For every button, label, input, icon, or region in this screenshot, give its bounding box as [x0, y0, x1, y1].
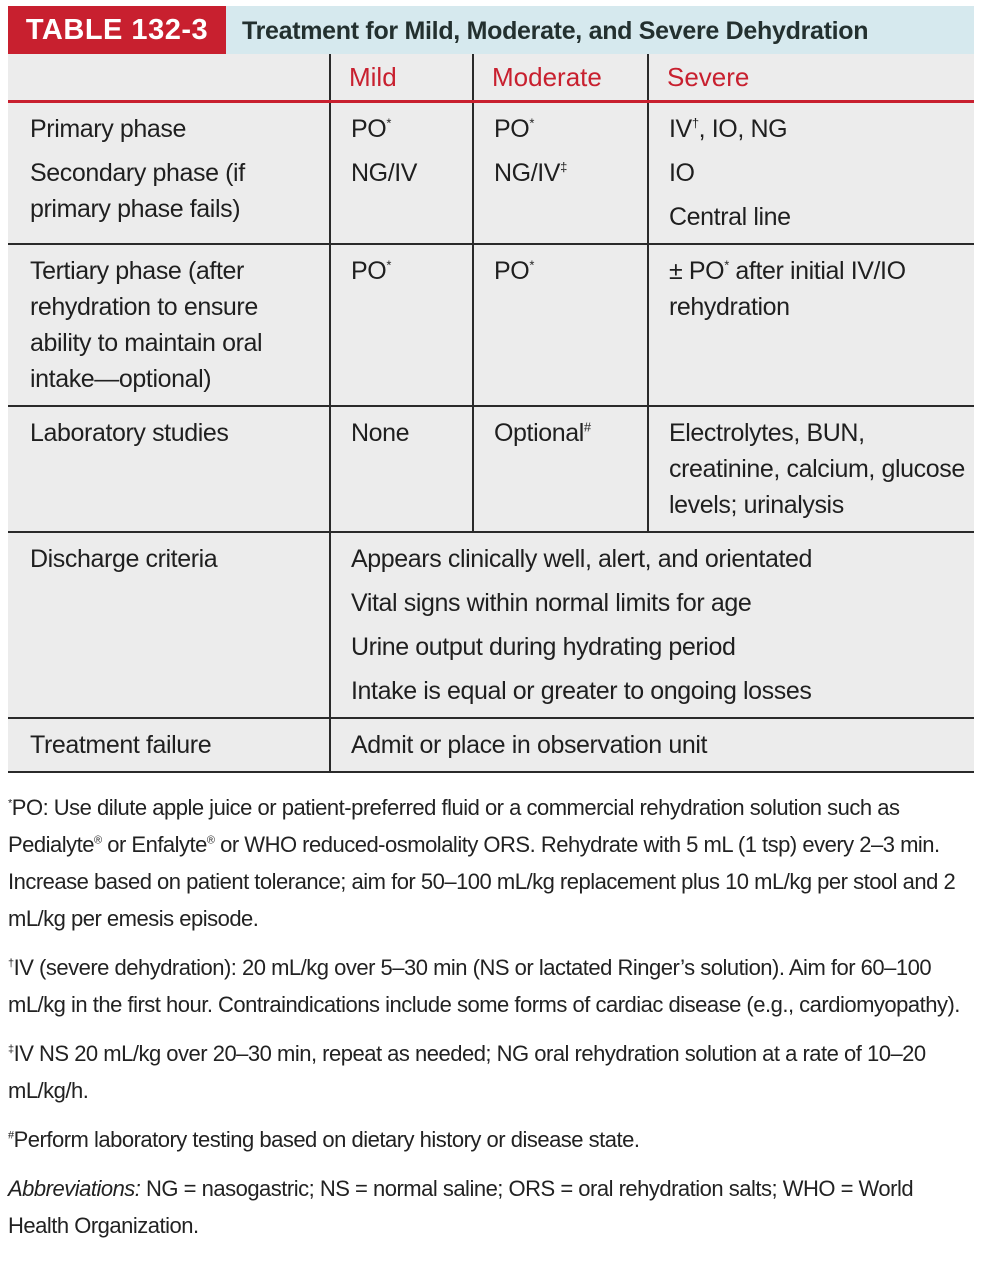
cell-discharge-criteria: [330, 532, 974, 718]
severe-central-line: Central line: [669, 203, 791, 231]
label-secondary-phase: Secondary phase (if primary phase fails): [30, 159, 245, 223]
row-label-tertiary: Tertiary phase (after rehydration to ensure ability to maintain oral intake—optional): [8, 244, 330, 406]
footnote-mark: *: [386, 115, 391, 131]
table-figure: [8, 6, 974, 1256]
cell-mild-phases: [330, 102, 473, 245]
discharge-item: Intake is equal or greater to ongoing losses: [351, 677, 812, 705]
row-label-discharge: Discharge criteria: [8, 532, 330, 718]
discharge-item: Vital signs within normal limits for age: [351, 589, 752, 617]
table-row-tertiary: [8, 244, 974, 406]
column-header-mild: Mild: [330, 54, 473, 102]
moderate-secondary: NG/IV: [494, 159, 561, 187]
cell-moderate-tertiary: PO*: [473, 244, 648, 406]
moderate-primary: PO: [494, 115, 530, 143]
table-number-badge: TABLE 132-3: [8, 6, 226, 54]
footnote-abbreviations: Abbreviations: NG = nasogastric; NS = normal saline; ORS = oral rehydration salts; WHO = World Health Organization.: [8, 1176, 914, 1238]
cell-severe-phases: [648, 102, 974, 245]
severe-primary-b: , IO, NG: [698, 115, 788, 143]
cell-mild-tertiary: PO*: [330, 244, 473, 406]
cell-severe-tertiary: ± PO* after initial IV/IO rehydration: [648, 244, 974, 406]
row-label-treatment-failure: Treatment failure: [8, 718, 330, 772]
column-header-row: [8, 54, 974, 102]
footnote-po: *PO: Use dilute apple juice or patient-preferred fluid or a commercial rehydration solution such as Pedialyte® or Enfalyte® or WHO reduced-osmolality ORS. Rehydrate with 5 mL (1 tsp) every 2–3 min. Increase based on patient tolerance; aim for 50–100 mL/kg replacement plus 10 mL/kg per stool and 2 mL/kg per emesis episode.: [8, 795, 956, 931]
severe-secondary: IO: [669, 159, 695, 187]
footnote-mark: *: [529, 257, 534, 273]
column-header-severe: Severe: [648, 54, 974, 102]
column-header-moderate: Moderate: [473, 54, 648, 102]
discharge-item: Urine output during hydrating period: [351, 633, 736, 661]
footnote-mark: *: [724, 257, 729, 273]
table-footnotes: [8, 789, 974, 1244]
cell-treatment-failure: Admit or place in observation unit: [330, 718, 974, 772]
table-row-phases: [8, 102, 974, 245]
footnote-mark: †: [691, 115, 699, 131]
table-row-laboratory: [8, 406, 974, 532]
row-label-phases: [8, 102, 330, 245]
cell-moderate-laboratory: Optional#: [473, 406, 648, 532]
footnote-iv-severe: †IV (severe dehydration): 20 mL/kg over 5–30 min (NS or lactated Ringer’s solution). Aim for 60–100 mL/kg in the first hour. Contraindications include some forms of cardiac disease (e.g., cardiomyopathy).: [8, 955, 960, 1017]
mild-secondary: NG/IV: [351, 159, 418, 187]
table-row-treatment-failure: [8, 718, 974, 772]
footnote-mark: ‡: [560, 159, 567, 175]
discharge-item: Appears clinically well, alert, and orientated: [351, 545, 813, 573]
row-label-laboratory: Laboratory studies: [8, 406, 330, 532]
column-header-blank: [8, 54, 330, 102]
cell-severe-laboratory: Electrolytes, BUN, creatinine, calcium, glucose levels; urinalysis: [648, 406, 974, 532]
footnote-mark: #: [583, 419, 591, 435]
cell-moderate-phases: [473, 102, 648, 245]
severe-primary-a: IV: [669, 115, 692, 143]
label-primary-phase: Primary phase: [30, 115, 186, 143]
mild-primary: PO: [351, 115, 387, 143]
table-title: Treatment for Mild, Moderate, and Severe Dehydration: [242, 17, 869, 45]
table-row-discharge: [8, 532, 974, 718]
footnote-mark: *: [386, 257, 391, 273]
footnote-mark: *: [529, 115, 534, 131]
table-header: [8, 6, 974, 54]
footnote-iv-ns: ‡IV NS 20 mL/kg over 20–30 min, repeat as needed; NG oral rehydration solution at a rate of 10–20 mL/kg/h.: [8, 1041, 926, 1103]
cell-mild-laboratory: None: [330, 406, 473, 532]
dehydration-treatment-table: [8, 54, 974, 773]
footnote-laboratory: #Perform laboratory testing based on dietary history or disease state.: [8, 1127, 640, 1152]
